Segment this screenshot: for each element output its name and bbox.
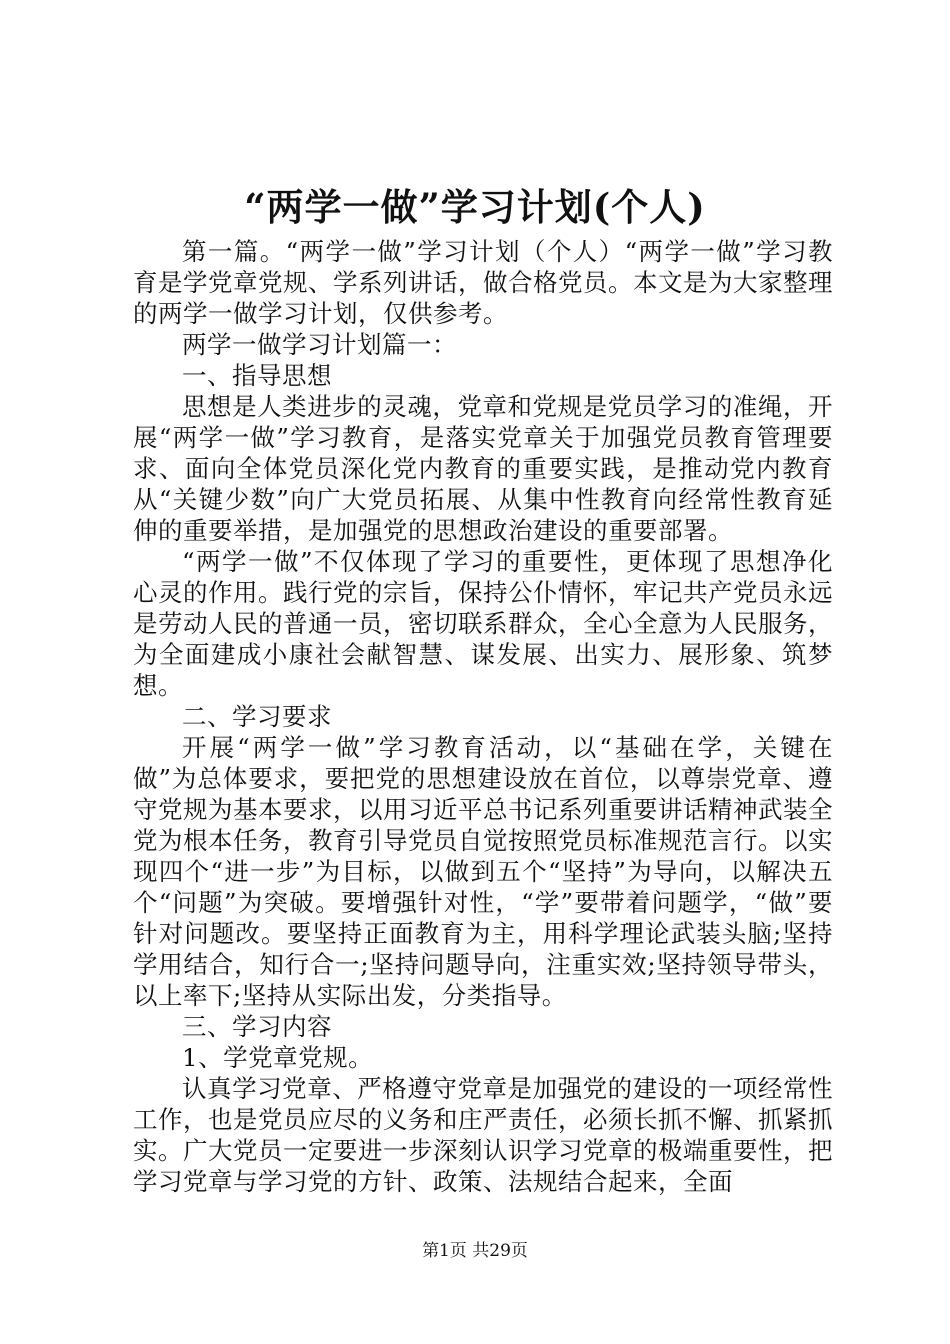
paragraph-section-heading: 两学一做学习计划篇一： — [182, 330, 457, 359]
paragraph-party-constitution: 认真学习党章、严格遵守党章是加强党的建设的一项经常性工作，也是党员应尽的义务和庄严责任，必须长抓不懈、抓紧抓实。广大党员一定要进一步深刻认识学习党章的极端重要性，把学习党章与学习党的方针、政策、法规结合起来，全面 — [133, 1074, 833, 1196]
paragraph-two-learn-one-do: “两学一做”不仅体现了学习的重要性，更体现了思想净化心灵的作用。践行党的宗旨，保持公仆情怀，牢记共产党员永远是劳动人民的普通一员，密切联系群众，全心全意为人民服务，为全面建成小康社会献智慧、谋发展、出实力、展形象、筑梦想。 — [133, 547, 833, 700]
document-body — [133, 236, 833, 1197]
subheading-party-constitution: 1、学党章党规。 — [182, 1043, 374, 1072]
paragraph-guiding-thought: 思想是人类进步的灵魂，党章和党规是党员学习的准绳，开展“两学一做”学习教育，是落实党章关于加强党员教育管理要求、面向全体党员深化党内教育的重要实践，是推动党内教育从“关键少数”向广大党员拓展、从集中性教育向经常性教育延伸的重要举措，是加强党的思想政治建设的重要部署。 — [133, 392, 833, 545]
heading-study-requirements: 二、学习要求 — [182, 702, 332, 731]
paragraph-study-requirements: 开展“两学一做”学习教育活动，以“基础在学，关键在做”为总体要求，要把党的思想建设放在首位，以尊崇党章、遵守党规为基本要求，以用习近平总书记系列重要讲话精神武装全党为根本任务，教育引导党员自觉按照党员标准规范言行。以实现四个“进一步”为目标，以做到五个“坚持”为导向，以解决五个“问题”为突破。要增强针对性，“学”要带着问题学，“做”要针对问题改。要坚持正面教育为主，用科学理论武装头脑;坚持学用结合，知行合一;坚持问题导向，注重实效;坚持领导带头，以上率下;坚持从实际出发，分类指导。 — [133, 733, 833, 1010]
heading-guiding-thought: 一、指导思想 — [182, 361, 332, 390]
heading-study-content: 三、学习内容 — [182, 1012, 332, 1041]
page-number-footer: 第1页 共29页 — [422, 1241, 528, 1261]
document-title: “两学一做”学习计划(个人) — [244, 185, 706, 229]
paragraph-intro: 第一篇。“两学一做”学习计划（个人）“两学一做”学习教育是学党章党规、学系列讲话，做合格党员。本文是为大家整理的两学一做学习计划，仅供参考。 — [133, 237, 833, 328]
